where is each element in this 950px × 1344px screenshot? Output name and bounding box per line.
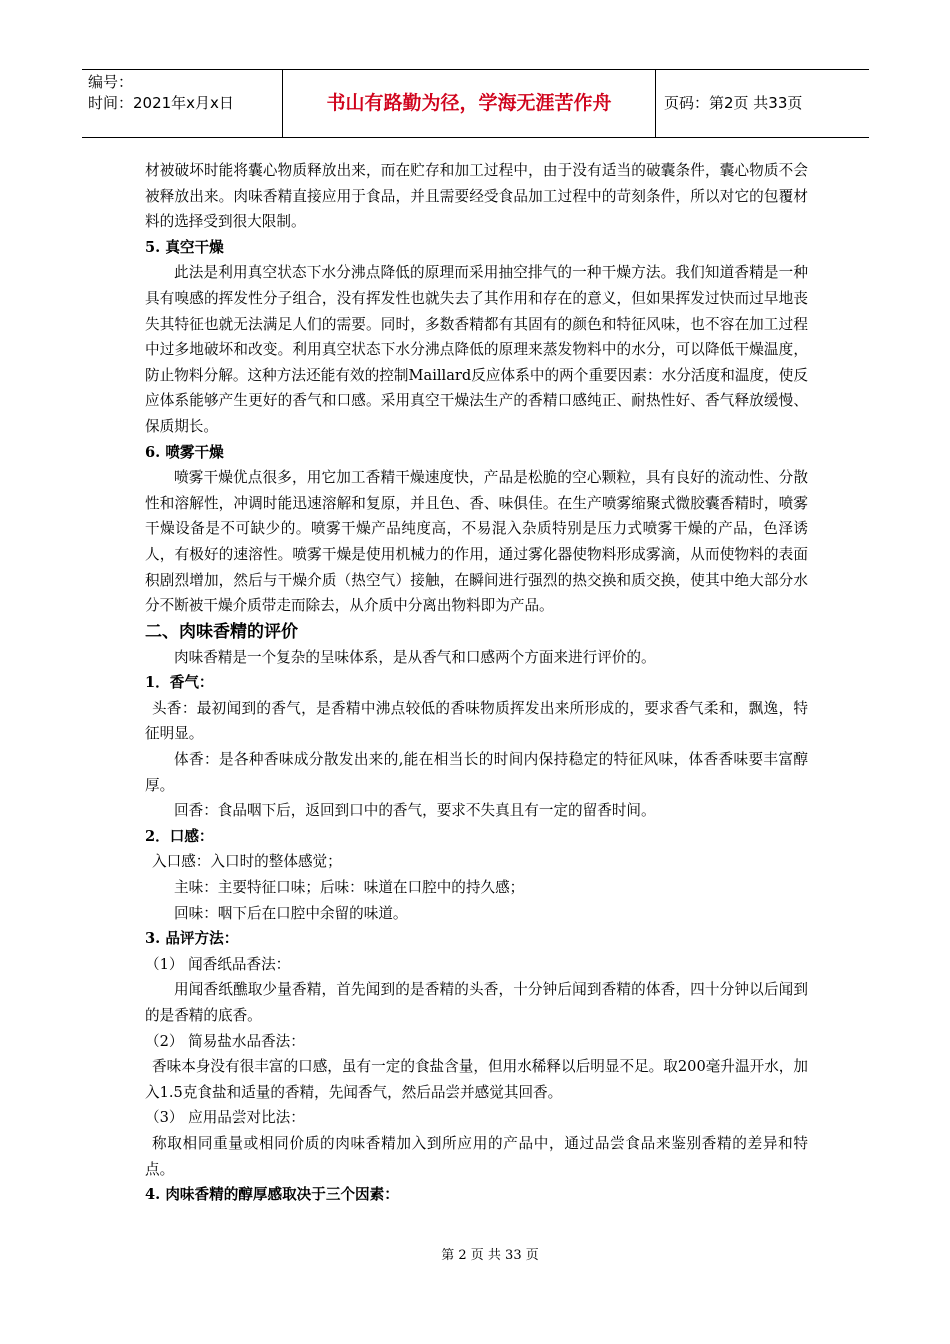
header-page-info: 页码：第2页 共33页 <box>664 94 803 112</box>
body-paragraph: 用闻香纸醮取少量香精，首先闻到的是香精的头香，十分钟后闻到香精的体香，四十分钟以后闻到的是香精的底香。 <box>145 981 808 1024</box>
body-paragraph: 主味：主要特征口味；后味：味道在口腔中的持久感； <box>174 879 525 897</box>
body-paragraph: 称取相同重量或相同价质的肉味香精加入到所应用的产品中，通过品尝食品来鉴别香精的差异和特点。 <box>145 1134 808 1178</box>
header-motto: 书山有路勤为径，学海无涯苦作舟 <box>326 92 612 114</box>
method-item: （1） 闻香纸品香法： <box>145 955 291 973</box>
section-heading-mouthfeel: 2．口感： <box>145 827 214 845</box>
body-paragraph: 体香：是各种香味成分散发出来的,能在相当长的时间内保持稳定的特征风味，体香香味要丰富醇厚。 <box>145 751 808 794</box>
section-heading-methods: 3. 品评方法： <box>145 930 239 948</box>
chapter-heading-evaluation: 二、肉味香精的评价 <box>145 621 298 642</box>
document-number-label: 编号： <box>88 73 134 91</box>
body-paragraph: 回味：咽下后在口腔中余留的味道。 <box>174 904 408 922</box>
method-item: （3） 应用品尝对比法： <box>145 1109 305 1127</box>
body-paragraph: 喷雾干燥优点很多，用它加工香精干燥速度快，产品是松脆的空心颗粒，具有良好的流动性、分散性和溶解性，冲调时能迅速溶解和复原，并且色、香、味俱佳。在生产喷雾缩聚式微胶囊香精时，喷雾干燥设备是不可缺少的。喷雾干燥产品纯度高，不易混入杂质特别是压力式喷雾干燥的产品，色泽诱人，有极好的速溶性。喷雾干燥是使用机械力的作用，通过雾化器使物料形成雾滴，从而使物料的表面积剧烈增加，然后与干燥介质（热空气）接触，在瞬间进行强烈的热交换和质交换，使其中绝大部分水分不断被干燥介质带走而除去，从介质中分离出物料即为产品。 <box>145 469 808 615</box>
section-heading-richness: 4. 肉味香精的醇厚感取决于三个因素： <box>145 1186 399 1204</box>
body-paragraph: 肉味香精是一个复杂的呈味体系，是从香气和口感两个方面来进行评价的。 <box>174 648 656 666</box>
section-heading-aroma: 1．香气： <box>145 674 214 692</box>
document-time-label: 时间：2021年x月x日 <box>88 94 234 112</box>
document-body <box>145 158 808 1208</box>
page-header <box>82 69 869 138</box>
method-item: （2） 简易盐水品香法： <box>145 1032 305 1050</box>
section-heading-vacuum-drying: 5. 真空干燥 <box>145 238 224 256</box>
header-divider-right <box>655 70 656 137</box>
body-paragraph: 头香：最初闻到的香气，是香精中沸点较低的香味物质挥发出来所形成的，要求香气柔和，飘逸，特征明显。 <box>145 699 808 743</box>
body-paragraph: 香味本身没有很丰富的口感，虽有一定的食盐含量，但用水稀释以后明显不足。取200毫升温开水，加入1.5克食盐和适量的香精，先闻香气，然后品尝并感觉其回香。 <box>145 1058 808 1101</box>
section-heading-spray-drying: 6. 喷雾干燥 <box>145 443 224 461</box>
body-paragraph: 回香：食品咽下后，返回到口中的香气，要求不失真且有一定的留香时间。 <box>174 802 656 820</box>
body-paragraph: 材被破坏时能将囊心物质释放出来，而在贮存和加工过程中，由于没有适当的破囊条件，囊心物质不会被释放出来。肉味香精直接应用于食品，并且需要经受食品加工过程中的苛刻条件，所以对它的包覆材料的选择受到很大限制。 <box>145 162 808 231</box>
page-footer: 第 2 页 共 33 页 <box>441 1248 539 1263</box>
body-paragraph: 此法是利用真空状态下水分沸点降低的原理而采用抽空排气的一种干燥方法。我们知道香精是一种具有嗅感的挥发性分子组合，没有挥发性也就失去了其作用和存在的意义，但如果挥发过快而过早地丧失其特征也就无法满足人们的需要。同时，多数香精都有其固有的颜色和特征风味，也不容在加工过程中过多地破坏和改变。利用真空状态下水分沸点降低的原理来蒸发物料中的水分，可以降低干燥温度，防止物料分解。这种方法还能有效的控制Maillard反应体系中的两个重要因素：水分活度和温度，使反应体系能够产生更好的香气和口感。采用真空干燥法生产的香精口感纯正、耐热性好、香气释放缓慢、保质期长。 <box>145 264 808 435</box>
body-paragraph: 入口感：入口时的整体感觉； <box>152 853 342 871</box>
header-meta <box>88 72 280 135</box>
